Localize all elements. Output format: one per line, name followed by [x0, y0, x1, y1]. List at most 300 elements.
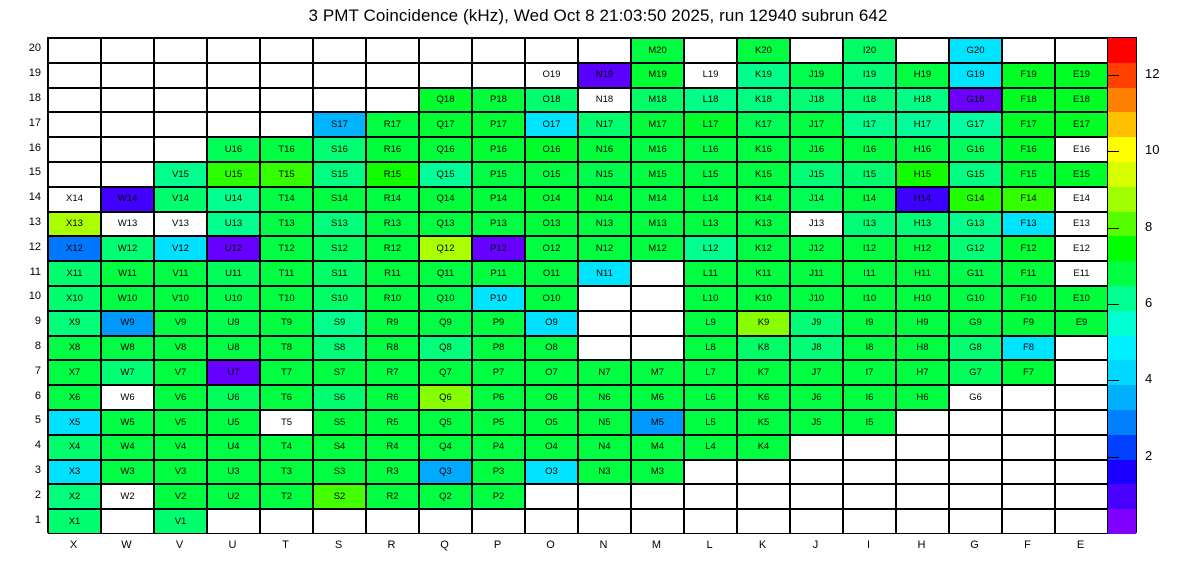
heatmap-cell[interactable]: R6: [366, 385, 419, 410]
heatmap-cell[interactable]: M16: [631, 137, 684, 162]
heatmap-cell[interactable]: T12: [260, 236, 313, 261]
heatmap-cell[interactable]: O15: [525, 162, 578, 187]
heatmap-cell[interactable]: I13: [843, 212, 896, 237]
heatmap-cell[interactable]: K16: [737, 137, 790, 162]
heatmap-cell[interactable]: G7: [949, 360, 1002, 385]
heatmap-cell[interactable]: H6: [896, 385, 949, 410]
heatmap-cell[interactable]: J6: [790, 385, 843, 410]
heatmap-cell[interactable]: S6: [313, 385, 366, 410]
heatmap-cell[interactable]: Q15: [419, 162, 472, 187]
heatmap-cell[interactable]: R15: [366, 162, 419, 187]
heatmap-cell[interactable]: F9: [1002, 311, 1055, 336]
heatmap-cell[interactable]: I18: [843, 88, 896, 113]
heatmap-cell[interactable]: W13: [101, 212, 154, 237]
heatmap-cell[interactable]: H18: [896, 88, 949, 113]
heatmap-cell[interactable]: F18: [1002, 88, 1055, 113]
heatmap-cell[interactable]: T15: [260, 162, 313, 187]
heatmap-cell[interactable]: P9: [472, 311, 525, 336]
heatmap-cell[interactable]: X10: [48, 286, 101, 311]
heatmap-cell[interactable]: G13: [949, 212, 1002, 237]
heatmap-cell[interactable]: E17: [1055, 112, 1108, 137]
heatmap-cell[interactable]: J11: [790, 261, 843, 286]
heatmap-cell[interactable]: V8: [154, 336, 207, 361]
heatmap-cell[interactable]: R16: [366, 137, 419, 162]
heatmap-cell[interactable]: E19: [1055, 63, 1108, 88]
heatmap-cell[interactable]: W3: [101, 460, 154, 485]
heatmap-cell[interactable]: N5: [578, 410, 631, 435]
heatmap-cell[interactable]: O19: [525, 63, 578, 88]
heatmap-cell[interactable]: N3: [578, 460, 631, 485]
heatmap-cell[interactable]: R9: [366, 311, 419, 336]
heatmap-cell[interactable]: U11: [207, 261, 260, 286]
heatmap-cell[interactable]: G9: [949, 311, 1002, 336]
heatmap-cell[interactable]: R13: [366, 212, 419, 237]
heatmap-cell[interactable]: J17: [790, 112, 843, 137]
heatmap-cell[interactable]: Q3: [419, 460, 472, 485]
heatmap-cell[interactable]: L19: [684, 63, 737, 88]
heatmap-cell[interactable]: M5: [631, 410, 684, 435]
heatmap-cell[interactable]: N11: [578, 261, 631, 286]
heatmap-cell[interactable]: P14: [472, 187, 525, 212]
heatmap-cell[interactable]: K10: [737, 286, 790, 311]
heatmap-cell[interactable]: W10: [101, 286, 154, 311]
heatmap-cell[interactable]: E18: [1055, 88, 1108, 113]
heatmap-cell[interactable]: E13: [1055, 212, 1108, 237]
heatmap-cell[interactable]: G18: [949, 88, 1002, 113]
heatmap-cell[interactable]: F15: [1002, 162, 1055, 187]
heatmap-cell[interactable]: S11: [313, 261, 366, 286]
heatmap-cell[interactable]: I11: [843, 261, 896, 286]
heatmap-cell[interactable]: V5: [154, 410, 207, 435]
heatmap-cell[interactable]: P6: [472, 385, 525, 410]
heatmap-cell[interactable]: G17: [949, 112, 1002, 137]
heatmap-cell[interactable]: P5: [472, 410, 525, 435]
heatmap-cell[interactable]: O14: [525, 187, 578, 212]
heatmap-cell[interactable]: G15: [949, 162, 1002, 187]
heatmap-cell[interactable]: M20: [631, 38, 684, 63]
heatmap-cell[interactable]: L17: [684, 112, 737, 137]
heatmap-cell[interactable]: L14: [684, 187, 737, 212]
heatmap-cell[interactable]: T3: [260, 460, 313, 485]
heatmap-cell[interactable]: E12: [1055, 236, 1108, 261]
heatmap-cell[interactable]: V3: [154, 460, 207, 485]
heatmap-cell[interactable]: W11: [101, 261, 154, 286]
heatmap-cell[interactable]: W9: [101, 311, 154, 336]
heatmap-cell[interactable]: K7: [737, 360, 790, 385]
heatmap-cell[interactable]: R11: [366, 261, 419, 286]
heatmap-cell[interactable]: S10: [313, 286, 366, 311]
heatmap-cell[interactable]: S8: [313, 336, 366, 361]
heatmap-cell[interactable]: P16: [472, 137, 525, 162]
heatmap-cell[interactable]: S13: [313, 212, 366, 237]
heatmap-cell[interactable]: R2: [366, 484, 419, 509]
heatmap-cell[interactable]: U16: [207, 137, 260, 162]
heatmap-cell[interactable]: X9: [48, 311, 101, 336]
heatmap-cell[interactable]: V6: [154, 385, 207, 410]
heatmap-cell[interactable]: V10: [154, 286, 207, 311]
heatmap-cell[interactable]: O12: [525, 236, 578, 261]
heatmap-cell[interactable]: O13: [525, 212, 578, 237]
heatmap-cell[interactable]: J9: [790, 311, 843, 336]
heatmap-cell[interactable]: M4: [631, 435, 684, 460]
heatmap-cell[interactable]: L13: [684, 212, 737, 237]
heatmap-cell[interactable]: W14: [101, 187, 154, 212]
heatmap-cell[interactable]: H7: [896, 360, 949, 385]
heatmap-cell[interactable]: M15: [631, 162, 684, 187]
heatmap-cell[interactable]: M12: [631, 236, 684, 261]
heatmap-cell[interactable]: K5: [737, 410, 790, 435]
heatmap-cell[interactable]: R12: [366, 236, 419, 261]
heatmap-cell[interactable]: I10: [843, 286, 896, 311]
heatmap-cell[interactable]: J7: [790, 360, 843, 385]
heatmap-cell[interactable]: J8: [790, 336, 843, 361]
heatmap-cell[interactable]: G11: [949, 261, 1002, 286]
heatmap-cell[interactable]: J19: [790, 63, 843, 88]
heatmap-cell[interactable]: S3: [313, 460, 366, 485]
heatmap-cell[interactable]: O9: [525, 311, 578, 336]
heatmap-cell[interactable]: U9: [207, 311, 260, 336]
heatmap-cell[interactable]: S9: [313, 311, 366, 336]
heatmap-cell[interactable]: M14: [631, 187, 684, 212]
heatmap-cell[interactable]: I5: [843, 410, 896, 435]
heatmap-cell[interactable]: I8: [843, 336, 896, 361]
heatmap-cell[interactable]: K19: [737, 63, 790, 88]
heatmap-cell[interactable]: V2: [154, 484, 207, 509]
heatmap-cell[interactable]: S7: [313, 360, 366, 385]
heatmap-cell[interactable]: K4: [737, 435, 790, 460]
heatmap-cell[interactable]: X4: [48, 435, 101, 460]
heatmap-cell[interactable]: Q17: [419, 112, 472, 137]
heatmap-cell[interactable]: M3: [631, 460, 684, 485]
heatmap-cell[interactable]: Q8: [419, 336, 472, 361]
heatmap-cell[interactable]: N7: [578, 360, 631, 385]
heatmap-cell[interactable]: Q10: [419, 286, 472, 311]
heatmap-cell[interactable]: R7: [366, 360, 419, 385]
heatmap-cell[interactable]: S16: [313, 137, 366, 162]
heatmap-cell[interactable]: X5: [48, 410, 101, 435]
heatmap-cell[interactable]: K15: [737, 162, 790, 187]
heatmap-cell[interactable]: W6: [101, 385, 154, 410]
heatmap-cell[interactable]: U12: [207, 236, 260, 261]
heatmap-cell[interactable]: L18: [684, 88, 737, 113]
heatmap-cell[interactable]: U7: [207, 360, 260, 385]
heatmap-cell[interactable]: X8: [48, 336, 101, 361]
heatmap-cell[interactable]: H8: [896, 336, 949, 361]
heatmap-cell[interactable]: E16: [1055, 137, 1108, 162]
heatmap-cell[interactable]: L10: [684, 286, 737, 311]
heatmap-cell[interactable]: K12: [737, 236, 790, 261]
heatmap-cell[interactable]: S14: [313, 187, 366, 212]
heatmap-cell[interactable]: X12: [48, 236, 101, 261]
heatmap-cell[interactable]: K8: [737, 336, 790, 361]
heatmap-cell[interactable]: S4: [313, 435, 366, 460]
heatmap-cell[interactable]: G20: [949, 38, 1002, 63]
heatmap-cell[interactable]: I19: [843, 63, 896, 88]
heatmap-cell[interactable]: P10: [472, 286, 525, 311]
heatmap-cell[interactable]: P12: [472, 236, 525, 261]
heatmap-cell[interactable]: O7: [525, 360, 578, 385]
heatmap-cell[interactable]: T6: [260, 385, 313, 410]
heatmap-cell[interactable]: J14: [790, 187, 843, 212]
heatmap-cell[interactable]: R14: [366, 187, 419, 212]
heatmap-cell[interactable]: L5: [684, 410, 737, 435]
heatmap-cell[interactable]: T9: [260, 311, 313, 336]
heatmap-cell[interactable]: T13: [260, 212, 313, 237]
heatmap-cell[interactable]: R10: [366, 286, 419, 311]
heatmap-cell[interactable]: O10: [525, 286, 578, 311]
heatmap-cell[interactable]: Q14: [419, 187, 472, 212]
heatmap-cell[interactable]: J10: [790, 286, 843, 311]
heatmap-cell[interactable]: X3: [48, 460, 101, 485]
heatmap-cell[interactable]: Q4: [419, 435, 472, 460]
heatmap-cell[interactable]: Q9: [419, 311, 472, 336]
heatmap-cell[interactable]: H10: [896, 286, 949, 311]
heatmap-cell[interactable]: G10: [949, 286, 1002, 311]
heatmap-cell[interactable]: O17: [525, 112, 578, 137]
heatmap-cell[interactable]: M7: [631, 360, 684, 385]
heatmap-cell[interactable]: X7: [48, 360, 101, 385]
heatmap-cell[interactable]: T10: [260, 286, 313, 311]
heatmap-cell[interactable]: T5: [260, 410, 313, 435]
heatmap-cell[interactable]: W12: [101, 236, 154, 261]
heatmap-cell[interactable]: E14: [1055, 187, 1108, 212]
heatmap-cell[interactable]: R17: [366, 112, 419, 137]
heatmap-cell[interactable]: F17: [1002, 112, 1055, 137]
heatmap-cell[interactable]: I16: [843, 137, 896, 162]
heatmap-cell[interactable]: S17: [313, 112, 366, 137]
heatmap-cell[interactable]: N13: [578, 212, 631, 237]
heatmap-cell[interactable]: I6: [843, 385, 896, 410]
heatmap-cell[interactable]: Q18: [419, 88, 472, 113]
heatmap-cell[interactable]: Q12: [419, 236, 472, 261]
heatmap-cell[interactable]: F8: [1002, 336, 1055, 361]
heatmap-cell[interactable]: U14: [207, 187, 260, 212]
heatmap-cell[interactable]: J5: [790, 410, 843, 435]
heatmap-cell[interactable]: R8: [366, 336, 419, 361]
heatmap-cell[interactable]: W7: [101, 360, 154, 385]
heatmap-cell[interactable]: F7: [1002, 360, 1055, 385]
heatmap-cell[interactable]: X11: [48, 261, 101, 286]
heatmap-cell[interactable]: G16: [949, 137, 1002, 162]
heatmap-cell[interactable]: T8: [260, 336, 313, 361]
heatmap-cell[interactable]: O5: [525, 410, 578, 435]
heatmap-cell[interactable]: H14: [896, 187, 949, 212]
heatmap-cell[interactable]: L9: [684, 311, 737, 336]
heatmap-cell[interactable]: L4: [684, 435, 737, 460]
heatmap-cell[interactable]: X14: [48, 187, 101, 212]
heatmap-cell[interactable]: W4: [101, 435, 154, 460]
heatmap-cell[interactable]: T2: [260, 484, 313, 509]
heatmap-cell[interactable]: V9: [154, 311, 207, 336]
heatmap-cell[interactable]: X6: [48, 385, 101, 410]
heatmap-cell[interactable]: W5: [101, 410, 154, 435]
heatmap-cell[interactable]: Q13: [419, 212, 472, 237]
heatmap-cell[interactable]: O18: [525, 88, 578, 113]
heatmap-cell[interactable]: E10: [1055, 286, 1108, 311]
heatmap-cell[interactable]: K14: [737, 187, 790, 212]
heatmap-cell[interactable]: X13: [48, 212, 101, 237]
heatmap-cell[interactable]: K20: [737, 38, 790, 63]
heatmap-cell[interactable]: V1: [154, 509, 207, 534]
heatmap-cell[interactable]: M6: [631, 385, 684, 410]
heatmap-cell[interactable]: M19: [631, 63, 684, 88]
heatmap-cell[interactable]: Q5: [419, 410, 472, 435]
heatmap-cell[interactable]: Q7: [419, 360, 472, 385]
heatmap-cell[interactable]: E9: [1055, 311, 1108, 336]
heatmap-cell[interactable]: H13: [896, 212, 949, 237]
heatmap-cell[interactable]: V12: [154, 236, 207, 261]
heatmap-cell[interactable]: T11: [260, 261, 313, 286]
heatmap-cell[interactable]: G8: [949, 336, 1002, 361]
heatmap-cell[interactable]: H11: [896, 261, 949, 286]
heatmap-cell[interactable]: V11: [154, 261, 207, 286]
heatmap-cell[interactable]: U5: [207, 410, 260, 435]
heatmap-cell[interactable]: T4: [260, 435, 313, 460]
heatmap-cell[interactable]: O16: [525, 137, 578, 162]
heatmap-cell[interactable]: O3: [525, 460, 578, 485]
heatmap-cell[interactable]: N17: [578, 112, 631, 137]
heatmap-cell[interactable]: F16: [1002, 137, 1055, 162]
heatmap-cell[interactable]: V14: [154, 187, 207, 212]
heatmap-cell[interactable]: U4: [207, 435, 260, 460]
heatmap-cell[interactable]: N19: [578, 63, 631, 88]
heatmap-cell[interactable]: P3: [472, 460, 525, 485]
heatmap-cell[interactable]: F14: [1002, 187, 1055, 212]
heatmap-cell[interactable]: M13: [631, 212, 684, 237]
heatmap-cell[interactable]: L12: [684, 236, 737, 261]
heatmap-cell[interactable]: S12: [313, 236, 366, 261]
heatmap-cell[interactable]: S15: [313, 162, 366, 187]
heatmap-cell[interactable]: H15: [896, 162, 949, 187]
heatmap-cell[interactable]: S2: [313, 484, 366, 509]
heatmap-cell[interactable]: L7: [684, 360, 737, 385]
heatmap-cell[interactable]: J16: [790, 137, 843, 162]
heatmap-cell[interactable]: P17: [472, 112, 525, 137]
heatmap-cell[interactable]: U8: [207, 336, 260, 361]
heatmap-cell[interactable]: H9: [896, 311, 949, 336]
heatmap-cell[interactable]: Q2: [419, 484, 472, 509]
heatmap-cell[interactable]: G14: [949, 187, 1002, 212]
heatmap-cell[interactable]: E15: [1055, 162, 1108, 187]
heatmap-cell[interactable]: N12: [578, 236, 631, 261]
heatmap-cell[interactable]: J12: [790, 236, 843, 261]
heatmap-cell[interactable]: P18: [472, 88, 525, 113]
heatmap-cell[interactable]: U3: [207, 460, 260, 485]
heatmap-cell[interactable]: N4: [578, 435, 631, 460]
heatmap-cell[interactable]: X2: [48, 484, 101, 509]
heatmap-cell[interactable]: J15: [790, 162, 843, 187]
heatmap-cell[interactable]: R3: [366, 460, 419, 485]
heatmap-cell[interactable]: I14: [843, 187, 896, 212]
heatmap-cell[interactable]: J13: [790, 212, 843, 237]
heatmap-cell[interactable]: M18: [631, 88, 684, 113]
heatmap-cell[interactable]: S5: [313, 410, 366, 435]
heatmap-cell[interactable]: F19: [1002, 63, 1055, 88]
heatmap-cell[interactable]: F13: [1002, 212, 1055, 237]
heatmap-cell[interactable]: Q6: [419, 385, 472, 410]
heatmap-cell[interactable]: Q16: [419, 137, 472, 162]
heatmap-cell[interactable]: G12: [949, 236, 1002, 261]
heatmap-cell[interactable]: G6: [949, 385, 1002, 410]
heatmap-cell[interactable]: T7: [260, 360, 313, 385]
heatmap-cell[interactable]: R5: [366, 410, 419, 435]
heatmap-cell[interactable]: U2: [207, 484, 260, 509]
heatmap-cell[interactable]: P8: [472, 336, 525, 361]
heatmap-cell[interactable]: N14: [578, 187, 631, 212]
heatmap-cell[interactable]: N6: [578, 385, 631, 410]
heatmap-cell[interactable]: T16: [260, 137, 313, 162]
heatmap-cell[interactable]: H12: [896, 236, 949, 261]
heatmap-cell[interactable]: H17: [896, 112, 949, 137]
heatmap-cell[interactable]: P7: [472, 360, 525, 385]
heatmap-cell[interactable]: H19: [896, 63, 949, 88]
heatmap-cell[interactable]: L8: [684, 336, 737, 361]
heatmap-cell[interactable]: N16: [578, 137, 631, 162]
heatmap-cell[interactable]: I15: [843, 162, 896, 187]
heatmap-cell[interactable]: U15: [207, 162, 260, 187]
heatmap-cell[interactable]: K11: [737, 261, 790, 286]
heatmap-cell[interactable]: P15: [472, 162, 525, 187]
heatmap-cell[interactable]: I7: [843, 360, 896, 385]
heatmap-cell[interactable]: Q11: [419, 261, 472, 286]
heatmap-cell[interactable]: F11: [1002, 261, 1055, 286]
heatmap-cell[interactable]: U13: [207, 212, 260, 237]
heatmap-cell[interactable]: X1: [48, 509, 101, 534]
heatmap-cell[interactable]: U10: [207, 286, 260, 311]
heatmap-cell[interactable]: K6: [737, 385, 790, 410]
heatmap-cell[interactable]: T14: [260, 187, 313, 212]
heatmap-cell[interactable]: R4: [366, 435, 419, 460]
heatmap-cell[interactable]: L15: [684, 162, 737, 187]
heatmap-cell[interactable]: O4: [525, 435, 578, 460]
heatmap-cell[interactable]: H16: [896, 137, 949, 162]
heatmap-cell[interactable]: V13: [154, 212, 207, 237]
heatmap-cell[interactable]: F10: [1002, 286, 1055, 311]
heatmap-cell[interactable]: V7: [154, 360, 207, 385]
heatmap-cell[interactable]: K18: [737, 88, 790, 113]
heatmap-cell[interactable]: E11: [1055, 261, 1108, 286]
heatmap-cell[interactable]: K9: [737, 311, 790, 336]
heatmap-cell[interactable]: P2: [472, 484, 525, 509]
heatmap-cell[interactable]: V15: [154, 162, 207, 187]
heatmap-cell[interactable]: K17: [737, 112, 790, 137]
heatmap-cell[interactable]: J18: [790, 88, 843, 113]
heatmap-cell[interactable]: I20: [843, 38, 896, 63]
heatmap-cell[interactable]: L16: [684, 137, 737, 162]
heatmap-cell[interactable]: N18: [578, 88, 631, 113]
heatmap-cell[interactable]: P13: [472, 212, 525, 237]
heatmap-cell[interactable]: P4: [472, 435, 525, 460]
heatmap-cell[interactable]: G19: [949, 63, 1002, 88]
heatmap-cell[interactable]: F12: [1002, 236, 1055, 261]
heatmap-cell[interactable]: W8: [101, 336, 154, 361]
heatmap-cell[interactable]: L6: [684, 385, 737, 410]
heatmap-cell[interactable]: L11: [684, 261, 737, 286]
heatmap-cell[interactable]: O6: [525, 385, 578, 410]
heatmap-cell[interactable]: I17: [843, 112, 896, 137]
heatmap-cell[interactable]: M17: [631, 112, 684, 137]
heatmap-cell[interactable]: U6: [207, 385, 260, 410]
heatmap-cell[interactable]: I12: [843, 236, 896, 261]
heatmap-cell[interactable]: V4: [154, 435, 207, 460]
heatmap-cell[interactable]: O11: [525, 261, 578, 286]
heatmap-cell[interactable]: P11: [472, 261, 525, 286]
heatmap-cell[interactable]: W2: [101, 484, 154, 509]
heatmap-cell[interactable]: O8: [525, 336, 578, 361]
heatmap-cell[interactable]: N15: [578, 162, 631, 187]
heatmap-cell[interactable]: K13: [737, 212, 790, 237]
heatmap-cell[interactable]: I9: [843, 311, 896, 336]
